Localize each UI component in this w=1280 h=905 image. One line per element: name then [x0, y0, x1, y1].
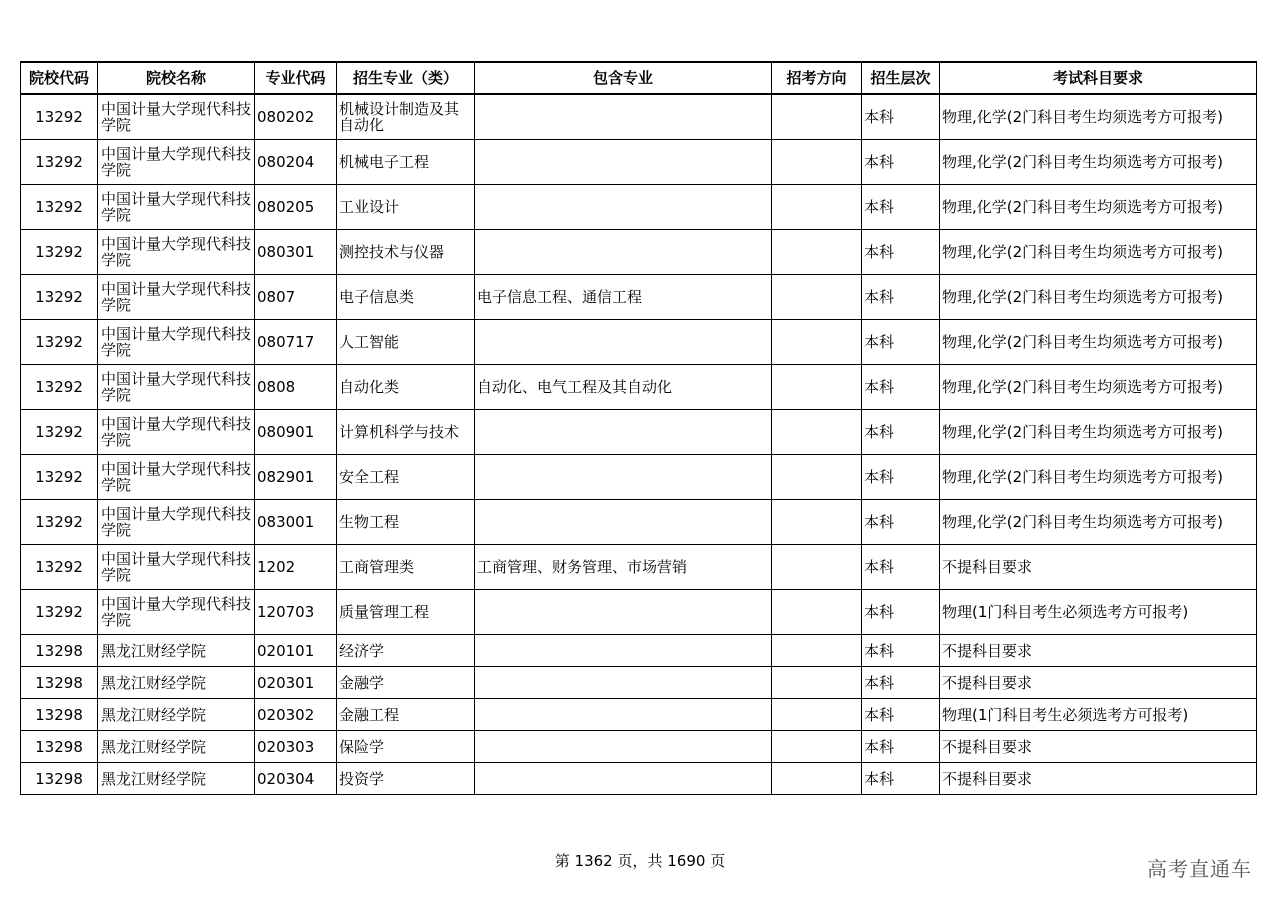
cell-school-name: 中国计量大学现代科技学院: [98, 500, 255, 545]
table-row: [21, 635, 1257, 667]
cell-school-code: 13292: [21, 500, 98, 545]
cell-school-name: 中国计量大学现代科技学院: [98, 410, 255, 455]
cell-school-name: 中国计量大学现代科技学院: [98, 320, 255, 365]
cell-school-name: 中国计量大学现代科技学院: [98, 230, 255, 275]
table-row: [21, 230, 1257, 275]
header-level: 招生层次: [862, 62, 940, 94]
cell-major-code: 083001: [255, 500, 337, 545]
cell-direction: [772, 140, 862, 185]
cell-school-code: 13292: [21, 455, 98, 500]
cell-level: 本科: [862, 763, 940, 795]
cell-school-code: 13298: [21, 699, 98, 731]
cell-direction: [772, 763, 862, 795]
cell-major-code: 020101: [255, 635, 337, 667]
cell-subject-requirements: 物理,化学(2门科目考生均须选考方可报考): [940, 230, 1257, 275]
table-row: [21, 500, 1257, 545]
cell-level: 本科: [862, 320, 940, 365]
cell-included-majors: [475, 731, 772, 763]
cell-school-name: 中国计量大学现代科技学院: [98, 545, 255, 590]
cell-included-majors: [475, 410, 772, 455]
cell-school-name: 黑龙江财经学院: [98, 763, 255, 795]
header-major-code: 专业代码: [255, 62, 337, 94]
cell-subject-requirements: 物理,化学(2门科目考生均须选考方可报考): [940, 275, 1257, 320]
table-row: [21, 763, 1257, 795]
cell-subject-requirements: 物理(1门科目考生必须选考方可报考): [940, 699, 1257, 731]
cell-school-name: 中国计量大学现代科技学院: [98, 455, 255, 500]
cell-direction: [772, 185, 862, 230]
cell-school-name: 中国计量大学现代科技学院: [98, 140, 255, 185]
cell-included-majors: [475, 699, 772, 731]
page-info: 第 1362 页，共 1690 页: [554, 852, 726, 870]
cell-subject-requirements: 物理,化学(2门科目考生均须选考方可报考): [940, 140, 1257, 185]
cell-major: 机械设计制造及其自动化: [337, 94, 475, 140]
cell-direction: [772, 275, 862, 320]
cell-included-majors: [475, 320, 772, 365]
cell-major-code: 120703: [255, 590, 337, 635]
cell-level: 本科: [862, 230, 940, 275]
cell-major-code: 0807: [255, 275, 337, 320]
cell-direction: [772, 365, 862, 410]
cell-school-code: 13292: [21, 590, 98, 635]
table-row: [21, 410, 1257, 455]
cell-subject-requirements: 物理(1门科目考生必须选考方可报考): [940, 590, 1257, 635]
cell-included-majors: [475, 455, 772, 500]
cell-level: 本科: [862, 699, 940, 731]
cell-included-majors: [475, 185, 772, 230]
cell-major: 安全工程: [337, 455, 475, 500]
header-direction: 招考方向: [772, 62, 862, 94]
cell-major-code: 020304: [255, 763, 337, 795]
cell-direction: [772, 230, 862, 275]
cell-included-majors: [475, 500, 772, 545]
cell-school-code: 13292: [21, 230, 98, 275]
cell-subject-requirements: 物理,化学(2门科目考生均须选考方可报考): [940, 365, 1257, 410]
cell-included-majors: [475, 94, 772, 140]
cell-major: 工商管理类: [337, 545, 475, 590]
cell-school-code: 13292: [21, 275, 98, 320]
cell-major: 保险学: [337, 731, 475, 763]
cell-major-code: 082901: [255, 455, 337, 500]
admissions-table: [20, 61, 1257, 795]
cell-subject-requirements: 物理,化学(2门科目考生均须选考方可报考): [940, 185, 1257, 230]
header-school-name: 院校名称: [98, 62, 255, 94]
cell-school-code: 13292: [21, 365, 98, 410]
cell-subject-requirements: 物理,化学(2门科目考生均须选考方可报考): [940, 94, 1257, 140]
cell-direction: [772, 94, 862, 140]
table-row: [21, 667, 1257, 699]
cell-major: 投资学: [337, 763, 475, 795]
cell-school-code: 13292: [21, 545, 98, 590]
cell-direction: [772, 635, 862, 667]
table-row: [21, 731, 1257, 763]
table-row: [21, 365, 1257, 410]
cell-major-code: 020302: [255, 699, 337, 731]
cell-level: 本科: [862, 365, 940, 410]
cell-major-code: 080204: [255, 140, 337, 185]
header-major: 招生专业（类）: [337, 62, 475, 94]
cell-major: 计算机科学与技术: [337, 410, 475, 455]
cell-included-majors: [475, 667, 772, 699]
cell-direction: [772, 455, 862, 500]
cell-level: 本科: [862, 667, 940, 699]
cell-included-majors: [475, 230, 772, 275]
header-subject-requirements: 考试科目要求: [940, 62, 1257, 94]
table-row: [21, 699, 1257, 731]
cell-school-name: 黑龙江财经学院: [98, 699, 255, 731]
cell-direction: [772, 667, 862, 699]
cell-major: 测控技术与仪器: [337, 230, 475, 275]
cell-major-code: 080717: [255, 320, 337, 365]
cell-major-code: 020303: [255, 731, 337, 763]
cell-school-name: 黑龙江财经学院: [98, 635, 255, 667]
header-row: [21, 62, 1257, 94]
cell-level: 本科: [862, 410, 940, 455]
table-row: [21, 94, 1257, 140]
cell-school-code: 13298: [21, 635, 98, 667]
cell-school-name: 中国计量大学现代科技学院: [98, 185, 255, 230]
cell-level: 本科: [862, 185, 940, 230]
cell-major-code: 020301: [255, 667, 337, 699]
cell-major: 金融工程: [337, 699, 475, 731]
cell-level: 本科: [862, 635, 940, 667]
cell-school-name: 中国计量大学现代科技学院: [98, 365, 255, 410]
cell-direction: [772, 731, 862, 763]
cell-school-code: 13298: [21, 731, 98, 763]
table-row: [21, 140, 1257, 185]
cell-direction: [772, 410, 862, 455]
cell-included-majors: 自动化、电气工程及其自动化: [475, 365, 772, 410]
cell-included-majors: [475, 590, 772, 635]
cell-direction: [772, 545, 862, 590]
cell-major: 质量管理工程: [337, 590, 475, 635]
cell-major-code: 080901: [255, 410, 337, 455]
cell-major: 自动化类: [337, 365, 475, 410]
header-school-code: 院校代码: [21, 62, 98, 94]
cell-level: 本科: [862, 500, 940, 545]
cell-subject-requirements: 不提科目要求: [940, 763, 1257, 795]
cell-major: 电子信息类: [337, 275, 475, 320]
header-included-majors: 包含专业: [475, 62, 772, 94]
cell-major-code: 0808: [255, 365, 337, 410]
cell-major: 机械电子工程: [337, 140, 475, 185]
cell-school-name: 中国计量大学现代科技学院: [98, 590, 255, 635]
cell-subject-requirements: 不提科目要求: [940, 545, 1257, 590]
cell-major-code: 080202: [255, 94, 337, 140]
cell-major: 生物工程: [337, 500, 475, 545]
cell-school-code: 13292: [21, 140, 98, 185]
cell-major-code: 080301: [255, 230, 337, 275]
cell-school-name: 黑龙江财经学院: [98, 667, 255, 699]
cell-subject-requirements: 物理,化学(2门科目考生均须选考方可报考): [940, 410, 1257, 455]
cell-school-code: 13292: [21, 320, 98, 365]
table-row: [21, 320, 1257, 365]
cell-major: 工业设计: [337, 185, 475, 230]
cell-included-majors: 工商管理、财务管理、市场营销: [475, 545, 772, 590]
table-row: [21, 455, 1257, 500]
cell-school-name: 黑龙江财经学院: [98, 731, 255, 763]
cell-direction: [772, 500, 862, 545]
cell-subject-requirements: 不提科目要求: [940, 635, 1257, 667]
cell-subject-requirements: 不提科目要求: [940, 667, 1257, 699]
cell-level: 本科: [862, 545, 940, 590]
cell-school-code: 13292: [21, 185, 98, 230]
cell-level: 本科: [862, 455, 940, 500]
table-row: [21, 185, 1257, 230]
cell-included-majors: [475, 140, 772, 185]
cell-school-code: 13292: [21, 94, 98, 140]
cell-level: 本科: [862, 140, 940, 185]
cell-major: 人工智能: [337, 320, 475, 365]
watermark: 高考直通车: [1147, 857, 1252, 881]
table-row: [21, 590, 1257, 635]
cell-included-majors: [475, 635, 772, 667]
cell-direction: [772, 590, 862, 635]
cell-subject-requirements: 物理,化学(2门科目考生均须选考方可报考): [940, 500, 1257, 545]
cell-major-code: 080205: [255, 185, 337, 230]
cell-major-code: 1202: [255, 545, 337, 590]
table-row: [21, 545, 1257, 590]
cell-level: 本科: [862, 731, 940, 763]
cell-direction: [772, 699, 862, 731]
cell-included-majors: [475, 763, 772, 795]
cell-school-code: 13298: [21, 763, 98, 795]
cell-level: 本科: [862, 590, 940, 635]
cell-school-name: 中国计量大学现代科技学院: [98, 94, 255, 140]
cell-school-name: 中国计量大学现代科技学院: [98, 275, 255, 320]
cell-direction: [772, 320, 862, 365]
cell-subject-requirements: 物理,化学(2门科目考生均须选考方可报考): [940, 455, 1257, 500]
cell-subject-requirements: 物理,化学(2门科目考生均须选考方可报考): [940, 320, 1257, 365]
cell-major: 经济学: [337, 635, 475, 667]
cell-subject-requirements: 不提科目要求: [940, 731, 1257, 763]
cell-level: 本科: [862, 94, 940, 140]
cell-school-code: 13292: [21, 410, 98, 455]
table-row: [21, 275, 1257, 320]
cell-included-majors: 电子信息工程、通信工程: [475, 275, 772, 320]
cell-major: 金融学: [337, 667, 475, 699]
cell-level: 本科: [862, 275, 940, 320]
cell-school-code: 13298: [21, 667, 98, 699]
